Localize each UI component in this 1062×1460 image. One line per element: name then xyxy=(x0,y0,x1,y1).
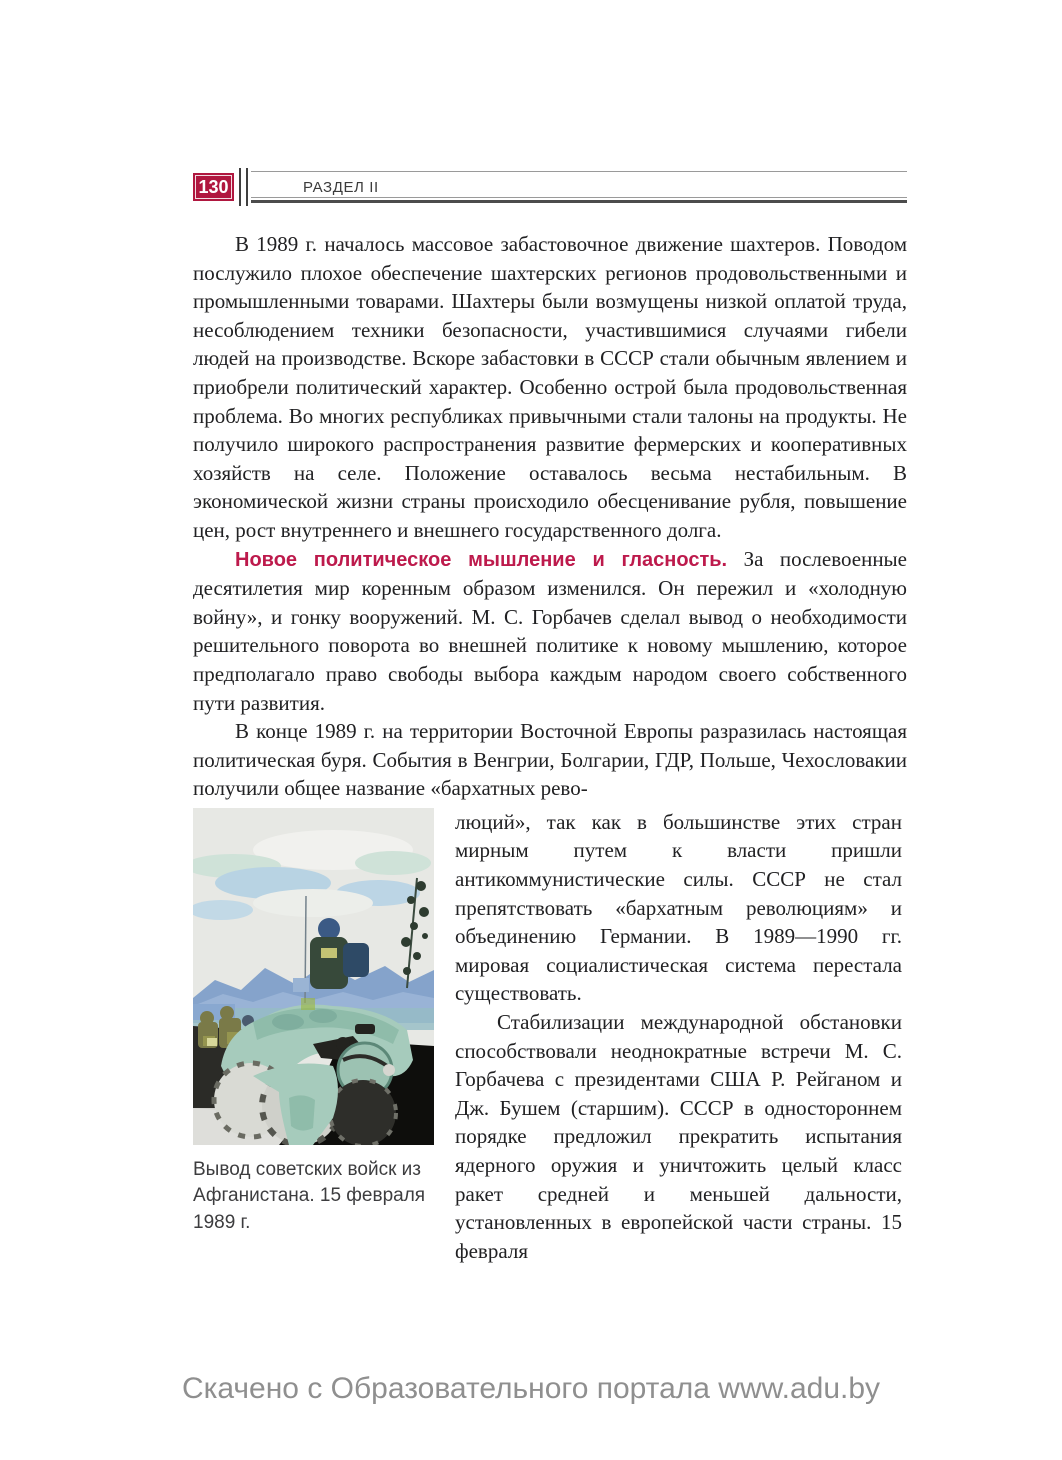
afghanistan-withdrawal-photo xyxy=(193,808,434,1145)
photo-and-text-row xyxy=(193,808,907,1266)
photo-caption: Вывод советских войск из Афганистана. 15 февраля 1989 г. xyxy=(193,1158,426,1233)
page-number: 130 xyxy=(198,177,229,197)
header-rule-bottom-thick xyxy=(251,200,907,203)
header-rule-bottom-thin xyxy=(251,197,907,198)
main-text-block xyxy=(193,230,907,1265)
header-divider-bars xyxy=(239,168,248,206)
page-number-badge xyxy=(193,173,234,201)
header-rules xyxy=(251,171,907,205)
paragraph-strikes: В 1989 г. началось массовое забастовочное движение шахтеров. Поводом послужило плохое обеспечение шахтерских регионов продовольственными и промышленными товарами. Шахтеры были возмущены низкой оплатой труда, несоблюдением техники безопасности, участившимися случаями гибели людей на производстве. Вскоре забастовки в СССР стали обычным явлением и приобрели политический характер. Особенно острой была продовольственная проблема. Во многих республиках привычными стали талоны на продукты. Не получило широкого распространения развитие фермерских и кооперативных хозяйств на селе. Положение оставалось весьма нестабильным. В экономической жизни страны происходило обесценивание рубля, повышение цен, рост внутреннего и внешнего государственного долга. xyxy=(193,232,907,542)
inline-heading-new-political-thinking: Новое политическое мышление и гласность. xyxy=(235,548,728,571)
paragraph-velvet-revolutions-start: В конце 1989 г. на территории Восточной Европы разразилась настоящая политическая буря. События в Венгрии, Болгарии, ГДР, Польше, Чехословакии получили общее название «бархатных рево- xyxy=(193,719,907,801)
page-header xyxy=(193,171,907,205)
wrapped-text-column xyxy=(455,808,902,1266)
header-rule-top xyxy=(251,171,907,172)
section-title: РАЗДЕЛ II xyxy=(303,179,379,196)
paragraph-new-thinking xyxy=(193,545,907,718)
paragraph-stabilization: Стабилизации международной обстановки способствовали неоднократные встречи М. С. Горбачева с президентами США Р. Рейганом и Дж. Бушем (старшим). СССР в одностороннем порядке предложил прекратить испытания ядерного оружия и уничтожить целый класс ракет средней и меньшей дальности, установленных в европейской части страны. 15 февраля xyxy=(455,1010,902,1263)
photo-figure xyxy=(193,808,434,1237)
paragraph-velvet-revolutions-wrapped: люций», так как в большинстве этих стран мирным путем к власти пришли антикоммунистические силы. СССР не стал препятствовать «бархатным революциям» и объединению Германии. В 1989—1990 гг. мировая социалистическая система перестала существовать. xyxy=(455,809,902,1006)
paragraph-new-thinking-text: За послевоенные десятилетия мир коренным образом изменился. Он пережил и «холодную войну», и гонку вооружений. М. С. Горбачев сделал вывод о необходимости решительного поворота во внешней политике к новому мышлению, которое предполагало право свободы выбора каждым народом своего собственного пути развития. xyxy=(193,546,907,715)
portal-watermark: Скачено с Образовательного портала www.adu.by xyxy=(181,1372,881,1405)
